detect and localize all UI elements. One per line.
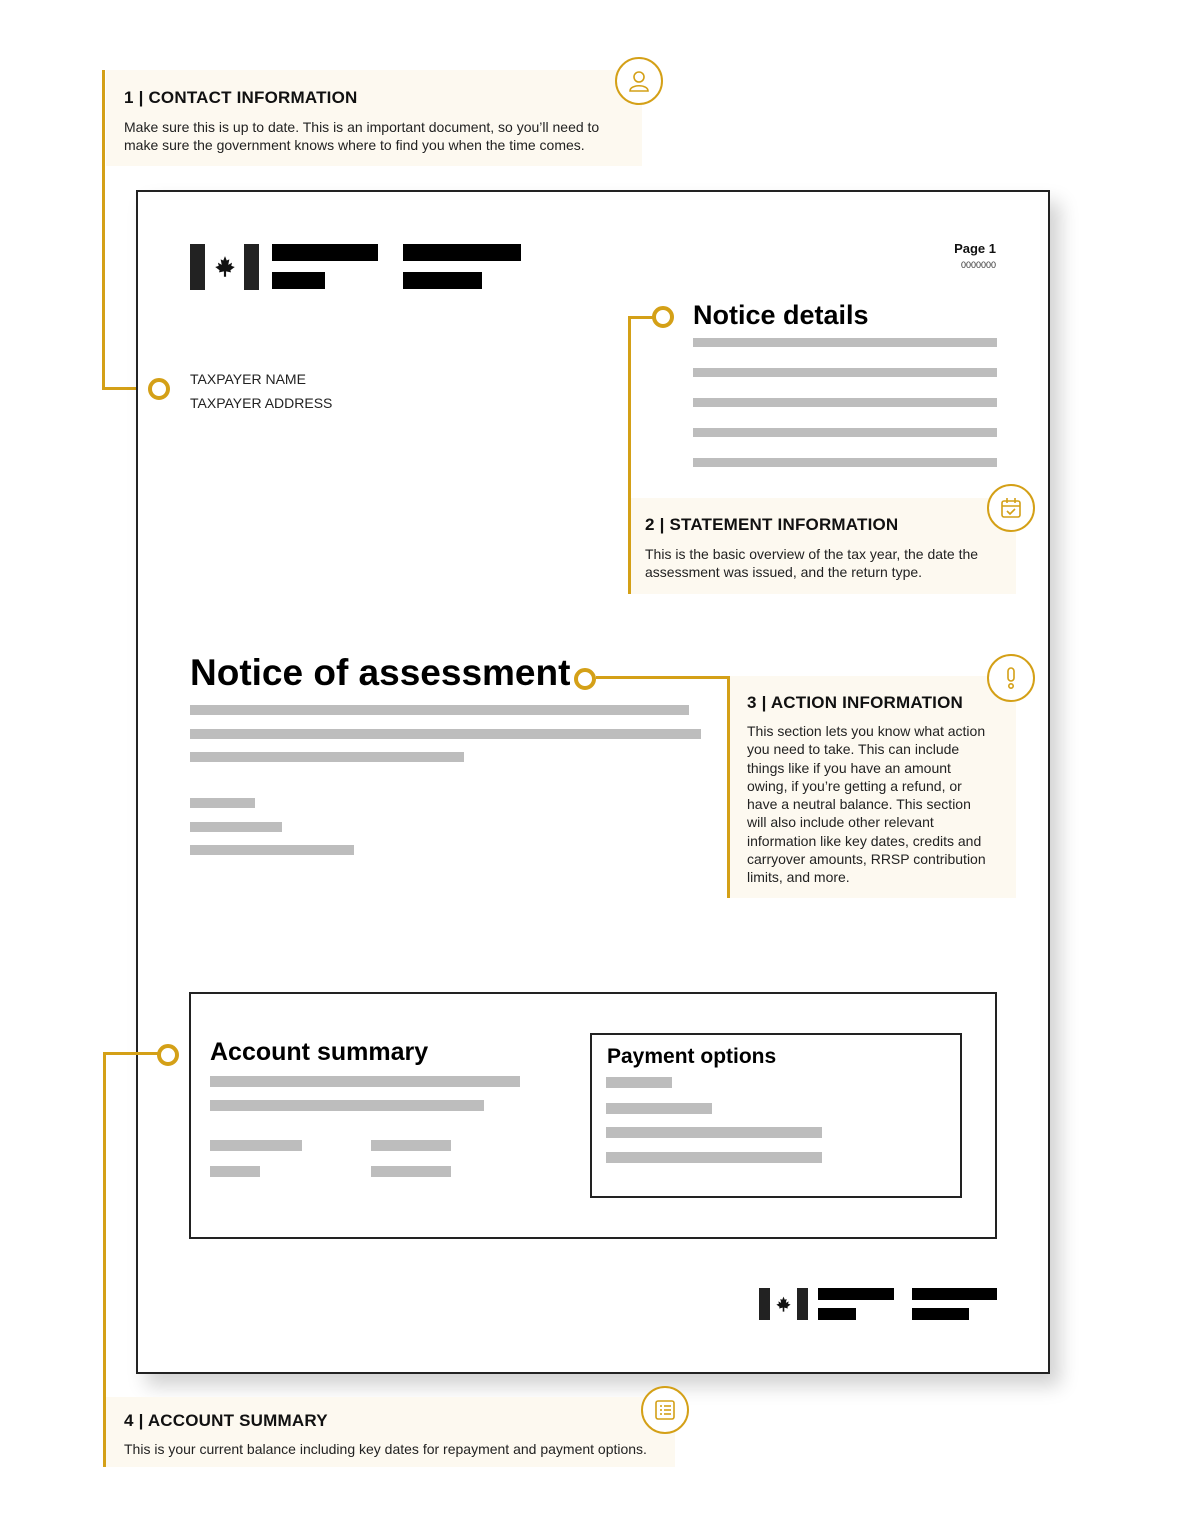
placeholder-line (693, 338, 997, 347)
placeholder-line (606, 1103, 712, 1114)
placeholder-line (210, 1166, 260, 1177)
payment-options-heading: Payment options (607, 1045, 777, 1068)
account-summary-heading: Account summary (210, 1038, 429, 1066)
callout-contact-information (106, 70, 642, 166)
callout-account-text: This is your current balance including key dates for repayment and payment options. (124, 1441, 647, 1457)
connector-line-action-h (596, 676, 730, 679)
maple-leaf-icon (770, 1288, 797, 1320)
maple-leaf-icon (205, 244, 244, 290)
notice-of-assessment-heading: Notice of assessment (190, 652, 571, 693)
placeholder-line (190, 705, 689, 715)
placeholder-line (371, 1140, 451, 1151)
placeholder-line (371, 1166, 451, 1177)
placeholder-line (210, 1100, 484, 1111)
placeholder-line (606, 1077, 672, 1088)
callout-statement-title: 2 | STATEMENT INFORMATION (645, 515, 899, 534)
list-icon (641, 1386, 689, 1434)
placeholder-line (693, 398, 997, 407)
connector-line-account-h (103, 1052, 159, 1055)
connector-dot-account (157, 1044, 179, 1066)
page-number: 0000000 (960, 260, 996, 270)
placeholder-line (190, 822, 282, 832)
callout-account-summary (106, 1397, 675, 1467)
callout-action-title: 3 | ACTION INFORMATION (747, 693, 963, 712)
placeholder-line (606, 1127, 822, 1138)
connector-line-contact (102, 70, 105, 389)
placeholder-line (693, 458, 997, 467)
callout-statement-text: This is the basic overview of the tax year, the date the assessment was issued, and the return type. (645, 546, 979, 581)
placeholder-line (210, 1076, 520, 1087)
callout-action-information (730, 676, 1016, 898)
placeholder-line (693, 428, 997, 437)
placeholder-line (210, 1140, 302, 1151)
callout-contact-title: 1 | CONTACT INFORMATION (124, 88, 358, 107)
taxpayer-address: TAXPAYER ADDRESS (190, 395, 333, 411)
connector-dot-statement (652, 306, 674, 328)
calendar-check-icon (987, 484, 1035, 532)
placeholder-line (190, 845, 354, 855)
placeholder-line (190, 798, 255, 808)
placeholder-line (606, 1152, 822, 1163)
person-icon (615, 57, 663, 105)
callout-statement-information (631, 498, 1016, 594)
placeholder-line (190, 752, 464, 762)
callout-account-title: 4 | ACCOUNT SUMMARY (124, 1411, 328, 1430)
connector-dot-action (574, 668, 596, 690)
placeholder-line (190, 729, 701, 739)
placeholder-line (693, 368, 997, 377)
exclamation-icon (987, 654, 1035, 702)
taxpayer-name: TAXPAYER NAME (190, 371, 306, 387)
page-label: Page 1 (954, 241, 996, 256)
connector-dot-contact (148, 378, 170, 400)
callout-contact-text: Make sure this is up to date. This is an important document, so you’ll need to make sure the government knows where to find you when the time comes. (124, 119, 600, 154)
callout-action-text: This section lets you know what action you need to take. This can include things like if you have an amount owing, if you’re getting a refund, or have a neutral balance. This section will also include other relevant information like key dates, credits and carryover amounts, RRSP contribution limits, and more. (747, 723, 986, 886)
notice-details-heading: Notice details (693, 300, 869, 330)
